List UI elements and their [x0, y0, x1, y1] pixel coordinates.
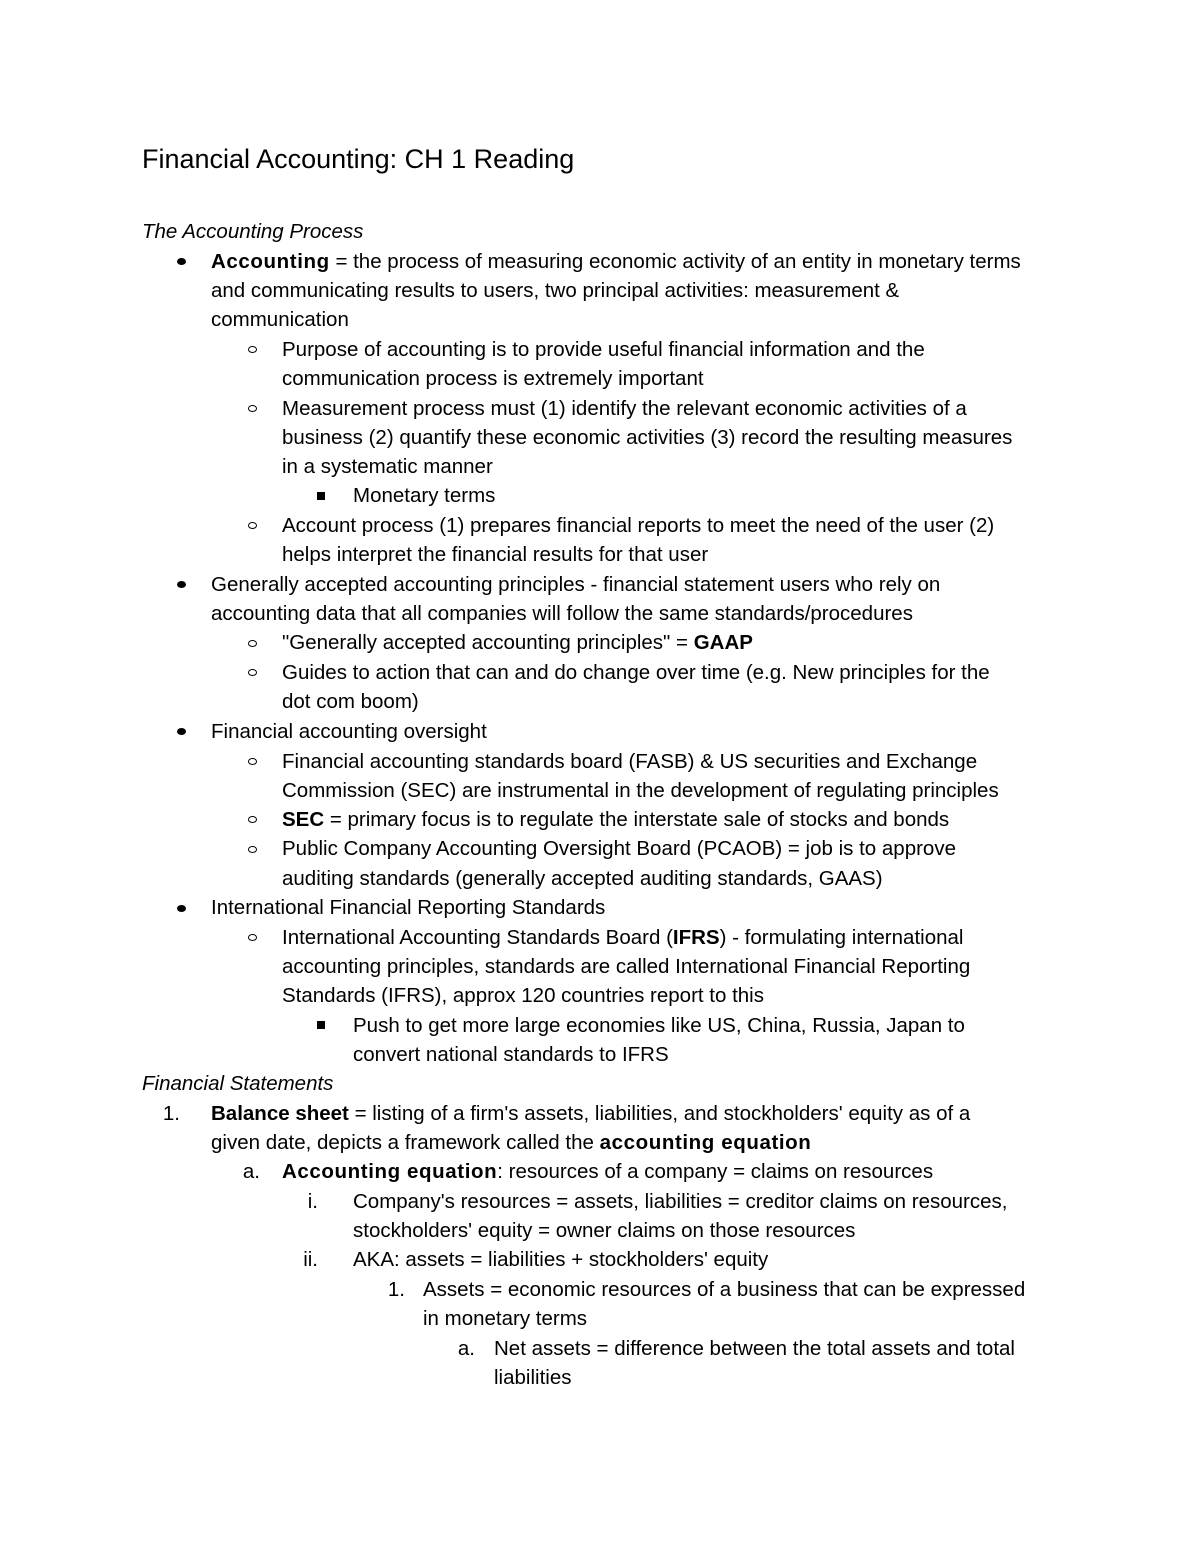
list-letter: a.	[457, 1337, 475, 1360]
bullet-disc-icon	[177, 905, 186, 912]
list-item-continuation: given date, depicts a framework called the accounting equation	[211, 1131, 812, 1154]
page-title: Financial Accounting: CH 1 Reading	[142, 144, 575, 174]
section-heading-financial-statements: Financial Statements	[142, 1072, 334, 1095]
list-item: Generally accepted accounting principles - financial statement users who rely on	[211, 573, 941, 596]
list-letter: a.	[242, 1160, 260, 1183]
list-item: Account process (1) prepares financial reports to meet the need of the user (2)	[282, 514, 995, 537]
list-item: Monetary terms	[353, 484, 496, 507]
list-item: Public Company Accounting Oversight Board (PCAOB) = job is to approve	[282, 837, 956, 860]
list-item-continuation: business (2) quantify these economic activities (3) record the resulting measures	[282, 426, 1013, 449]
list-item-continuation: communication	[211, 308, 349, 331]
section-heading-accounting-process: The Accounting Process	[142, 220, 364, 243]
list-item: SEC = primary focus is to regulate the interstate sale of stocks and bonds	[282, 808, 950, 831]
list-item-continuation: convert national standards to IFRS	[353, 1043, 669, 1066]
bullet-circle-icon	[248, 816, 257, 823]
list-item-continuation: helps interpret the financial results for that user	[282, 543, 709, 566]
bullet-circle-icon	[248, 405, 257, 412]
list-item-continuation: Standards (IFRS), approx 120 countries report to this	[282, 984, 764, 1007]
bullet-disc-icon	[177, 258, 186, 265]
bullet-circle-icon	[248, 522, 257, 529]
bullet-circle-icon	[248, 934, 257, 941]
list-item: Push to get more large economies like US, China, Russia, Japan to	[353, 1014, 965, 1037]
list-item: International Financial Reporting Standards	[211, 896, 606, 919]
list-roman: ii.	[303, 1248, 318, 1271]
list-item: International Accounting Standards Board (IFRS) - formulating international	[282, 926, 964, 949]
list-item: Company's resources = assets, liabilities = creditor claims on resources,	[353, 1190, 1008, 1213]
list-item-continuation: accounting data that all companies will follow the same standards/procedures	[211, 602, 913, 625]
list-item: "Generally accepted accounting principles" = GAAP	[282, 631, 753, 654]
list-item-continuation: in monetary terms	[423, 1307, 588, 1330]
list-item: Balance sheet = listing of a firm's assets, liabilities, and stockholders' equity as of a	[211, 1102, 971, 1125]
list-item-continuation: communication process is extremely important	[282, 367, 704, 390]
list-item: Measurement process must (1) identify the relevant economic activities of a	[282, 397, 967, 420]
list-item: Accounting = the process of measuring economic activity of an entity in monetary terms	[211, 250, 1021, 273]
bullet-square-icon	[317, 492, 325, 500]
list-item-continuation: Commission (SEC) are instrumental in the development of regulating principles	[282, 779, 999, 802]
list-item: AKA: assets = liabilities + stockholders' equity	[353, 1248, 769, 1271]
bullet-disc-icon	[177, 581, 186, 588]
bullet-circle-icon	[248, 846, 257, 853]
list-item-continuation: and communicating results to users, two principal activities: measurement &	[211, 279, 900, 302]
list-item: Net assets = difference between the total assets and total	[494, 1337, 1015, 1360]
list-item: Financial accounting oversight	[211, 720, 487, 743]
bullet-disc-icon	[177, 728, 186, 735]
list-item: Assets = economic resources of a business that can be expressed	[423, 1278, 1026, 1301]
bullet-circle-icon	[248, 640, 257, 647]
list-item: Accounting equation: resources of a company = claims on resources	[282, 1160, 934, 1183]
list-number: 1.	[387, 1278, 405, 1301]
list-item-continuation: in a systematic manner	[282, 455, 493, 478]
list-roman: i.	[307, 1190, 318, 1213]
list-item: Financial accounting standards board (FASB) & US securities and Exchange	[282, 750, 978, 773]
list-item-continuation: accounting principles, standards are called International Financial Reporting	[282, 955, 971, 978]
list-item: Purpose of accounting is to provide useful financial information and the	[282, 338, 925, 361]
bullet-circle-icon	[248, 758, 257, 765]
list-item-continuation: dot com boom)	[282, 690, 419, 713]
bullet-circle-icon	[248, 346, 257, 353]
bullet-circle-icon	[248, 669, 257, 676]
list-item-continuation: liabilities	[494, 1366, 572, 1389]
list-item-continuation: stockholders' equity = owner claims on those resources	[353, 1219, 856, 1242]
list-item-continuation: auditing standards (generally accepted auditing standards, GAAS)	[282, 867, 883, 890]
bullet-square-icon	[317, 1021, 325, 1029]
list-item: Guides to action that can and do change over time (e.g. New principles for the	[282, 661, 990, 684]
list-number: 1.	[162, 1102, 180, 1125]
